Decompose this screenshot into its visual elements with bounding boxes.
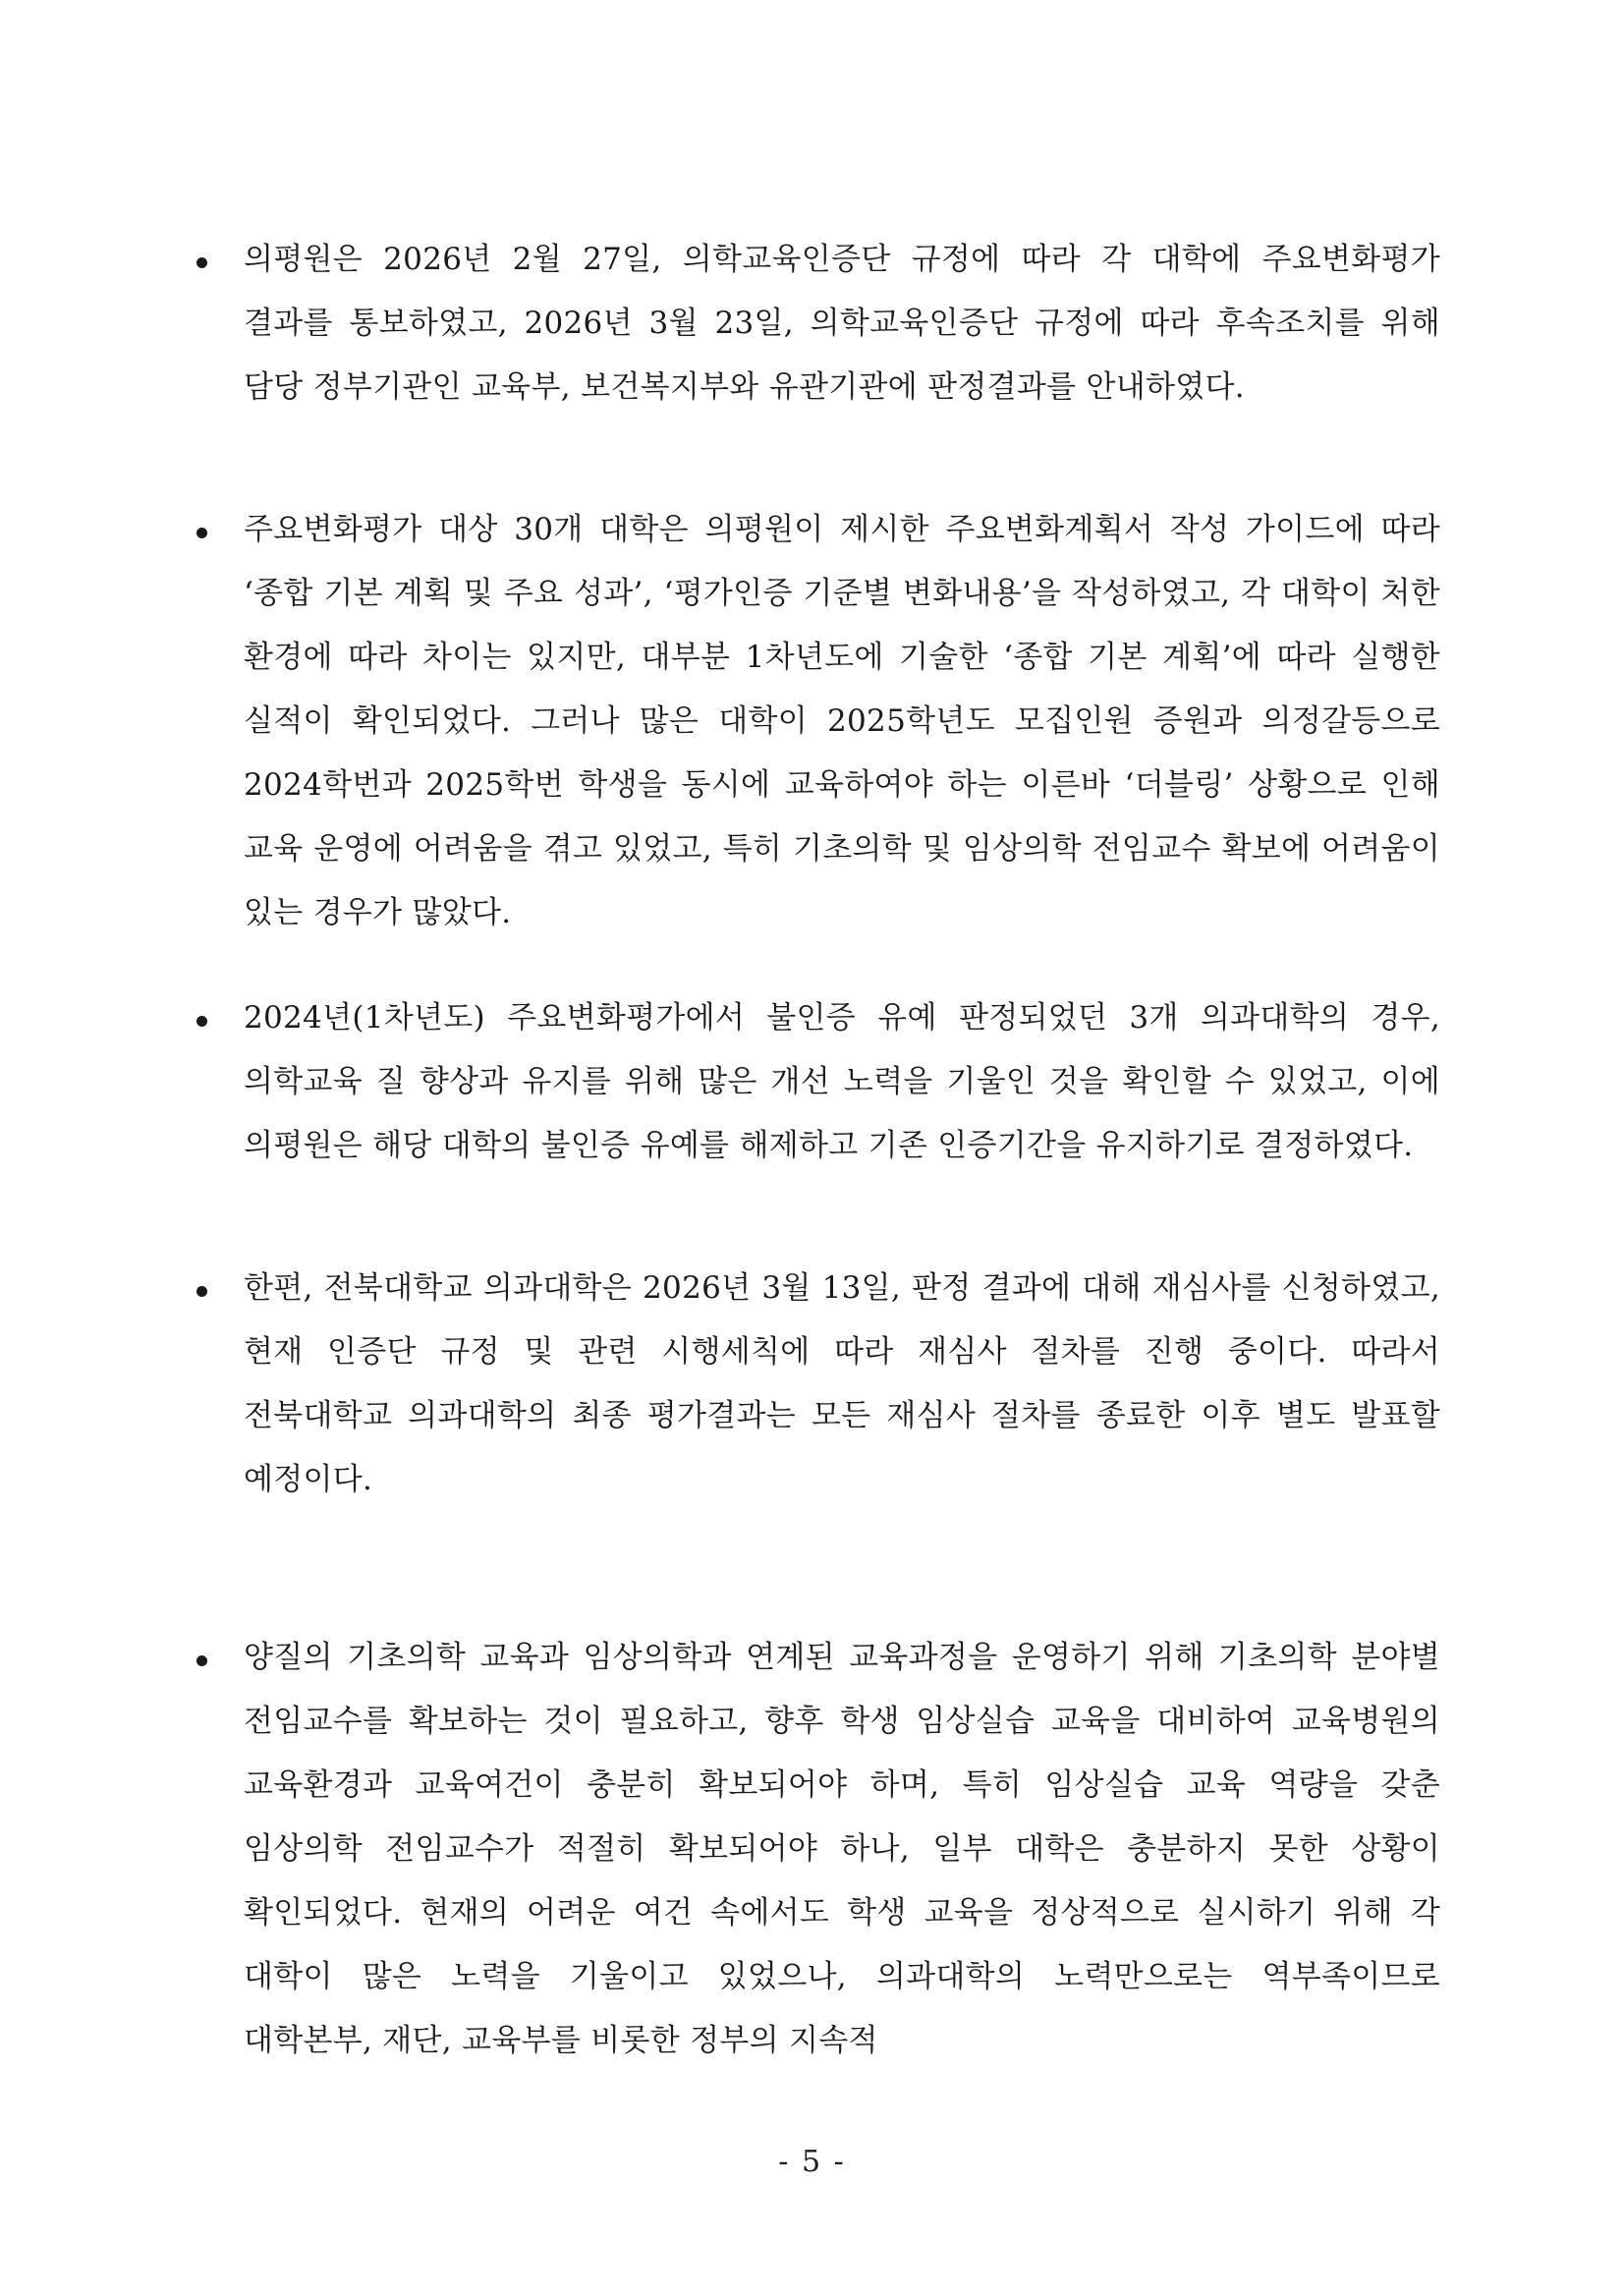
bullet-icon <box>196 257 207 268</box>
bullet-item <box>244 986 1440 1178</box>
bullet-item <box>244 1626 1440 2073</box>
paragraph-text: 양질의 기초의학 교육과 임상의학과 연계된 교육과정을 운영하기 위해 기초의학 분야별 전임교수를 확보하는 것이 필요하고, 향후 학생 임상실습 교육을 대비하여 교육병원의 교육환경과 교육여건이 충분히 확보되어야 하며, 특히 임상실습 교육 역량을 갖춘 임상의학 전임교수가 적절히 확보되어야 하나, 일부 대학은 충분하지 못한 상황이 확인되었다. 현재의 어려운 여건 속에서도 학생 교육을 정상적으로 실시하기 위해 각 대학이 많은 노력을 기울이고 있었으나, 의과대학의 노력만으로는 역부족이므로 대학본부, 재단, 교육부를 비롯한 정부의 지속적 <box>244 1640 1440 2058</box>
page-number: - 5 - <box>778 2145 846 2179</box>
bullet-item <box>244 228 1440 420</box>
bullet-icon <box>196 1016 207 1027</box>
bullet-item <box>244 498 1440 945</box>
bullet-icon <box>196 528 207 538</box>
paragraph-text: 2024년(1차년도) 주요변화평가에서 불인증 유예 판정되었던 3개 의과대학의 경우, 의학교육 질 향상과 유지를 위해 많은 개선 노력을 기울인 것을 확인할 수 있었고, 이에 의평원은 해당 대학의 불인증 유예를 해제하고 기존 인증기간을 유지하기로 결정하였다. <box>244 1000 1440 1163</box>
paragraph-text: 의평원은 2026년 2월 27일, 의학교육인증단 규정에 따라 각 대학에 주요변화평가 결과를 통보하였고, 2026년 3월 23일, 의학교육인증단 규정에 따라 후속조치를 위해 담당 정부기관인 교육부, 보건복지부와 유관기관에 판정결과를 안내하였다. <box>244 242 1440 405</box>
bullet-icon <box>196 1286 207 1297</box>
bullet-icon <box>196 1655 207 1666</box>
paragraph-text: 한편, 전북대학교 의과대학은 2026년 3월 13일, 판정 결과에 대해 재심사를 신청하였고, 현재 인증단 규정 및 관련 시행세칙에 따라 재심사 절차를 진행 중이다. 따라서 전북대학교 의과대학의 최종 평가결과는 모든 재심사 절차를 종료한 이후 별도 발표할 예정이다. <box>244 1270 1440 1497</box>
bullet-item <box>244 1257 1440 1512</box>
paragraph-text: 주요변화평가 대상 30개 대학은 의평원이 제시한 주요변화계획서 작성 가이드에 따라 ‘종합 기본 계획 및 주요 성과’, ‘평가인증 기준별 변화내용’을 작성하였고, 각 대학이 처한 환경에 따라 차이는 있지만, 대부분 1차년도에 기술한 ‘종합 기본 계획’에 따라 실행한 실적이 확인되었다. 그러나 많은 대학이 2025학년도 모집인원 증원과 의정갈등으로 2024학번과 2025학번 학생을 동시에 교육하여야 하는 이른바 ‘더블링’ 상황으로 인해 교육 운영에 어려움을 겪고 있었고, 특히 기초의학 및 임상의학 전임교수 확보에 어려움이 있는 경우가 많았다. <box>244 512 1440 930</box>
